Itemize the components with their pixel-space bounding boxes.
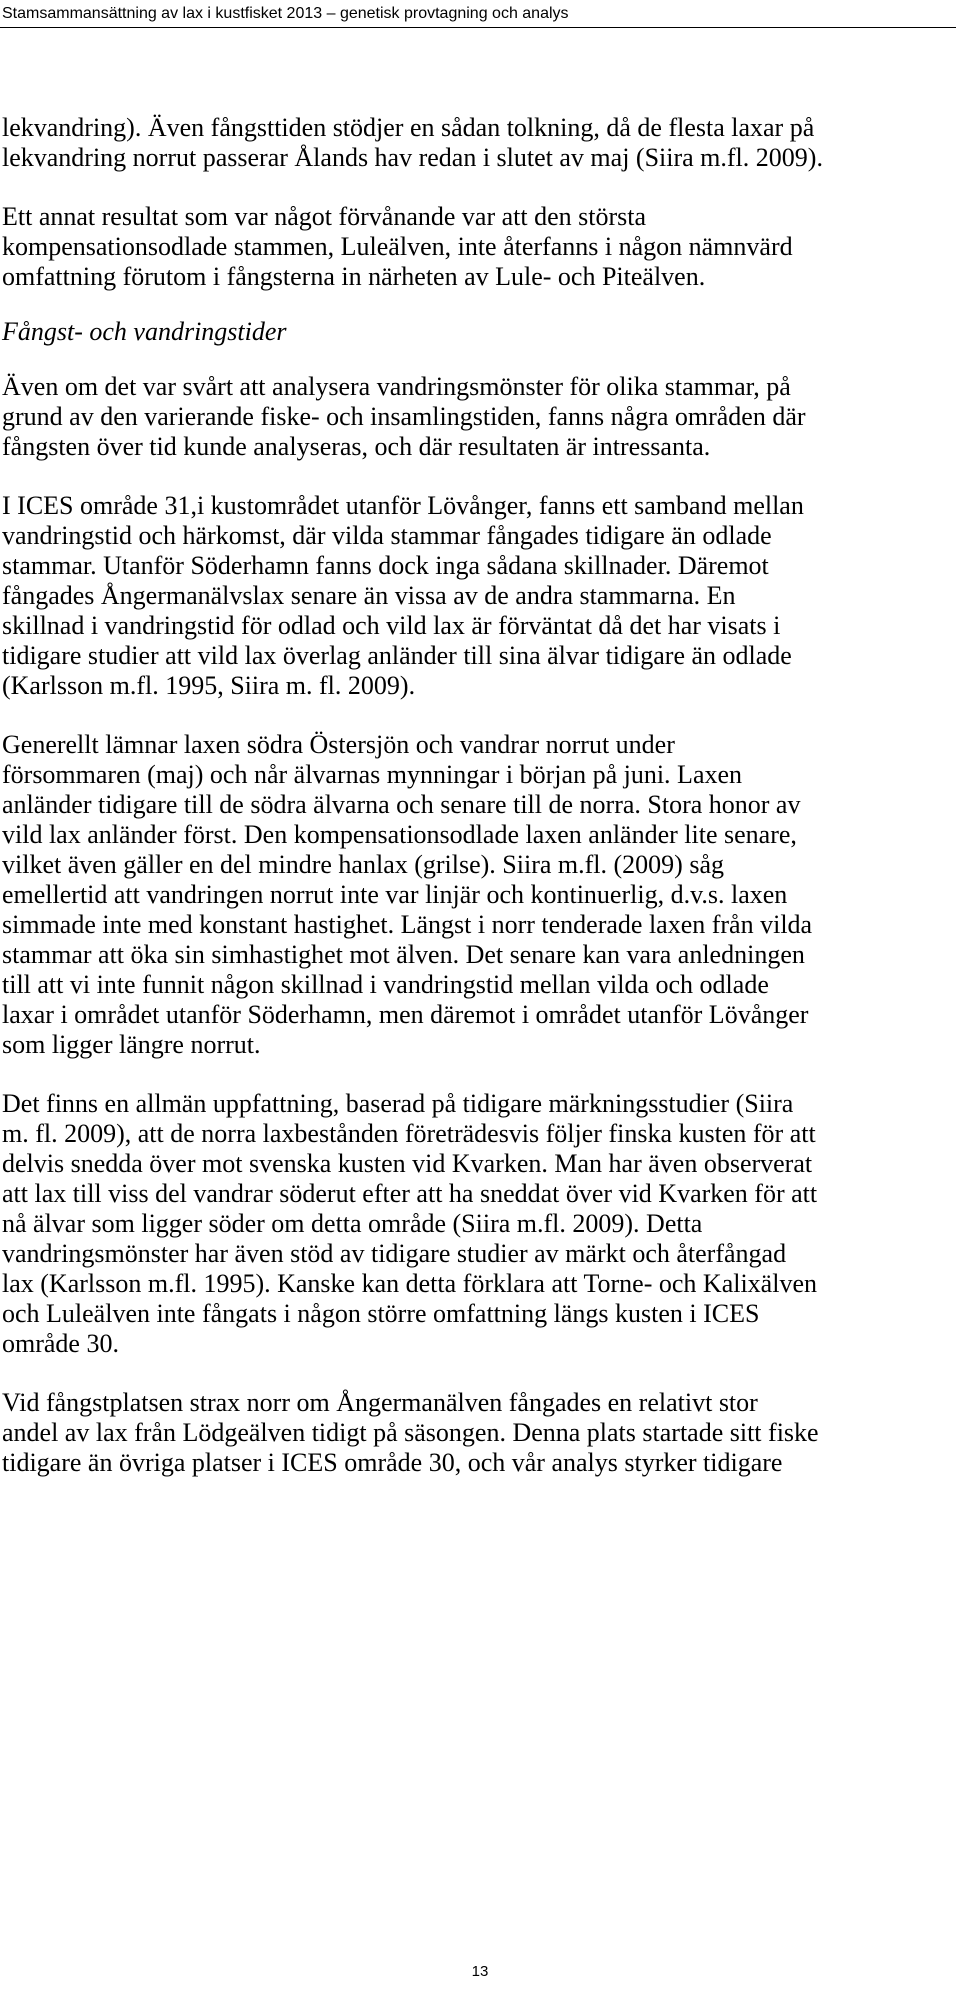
paragraph (2, 202, 958, 292)
text-line: Vid fångstplatsen strax norr om Ångermanälven fångades en relativt stor (2, 1388, 758, 1417)
text-line: tidigare än övriga platser i ICES område 30, och vår analys styrker tidigare (2, 1448, 783, 1477)
text-line: vandringsmönster har även stöd av tidigare studier av märkt och återfångad (2, 1239, 787, 1268)
paragraph (2, 372, 958, 462)
text-line: vandringstid och härkomst, där vilda stammar fångades tidigare än odlade (2, 521, 772, 550)
text-line: stammar att öka sin simhastighet mot älven. Det senare kan vara anledningen (2, 940, 805, 969)
text-line: kompensationsodlade stammen, Luleälven, inte återfanns i någon nämnvärd (2, 232, 793, 261)
text-line: emellertid att vandringen norrut inte var linjär och kontinuerlig, d.v.s. laxen (2, 880, 788, 909)
running-header: Stamsammansättning av lax i kustfisket 2013 – genetisk provtagning och analys (2, 5, 569, 22)
paragraph (2, 1089, 958, 1359)
text-line: lekvandring). Även fångsttiden stödjer en sådan tolkning, då de flesta laxar på (2, 113, 815, 142)
paragraph (2, 113, 958, 173)
text-line: vilket även gäller en del mindre hanlax (grilse). Siira m.fl. (2009) såg (2, 850, 724, 879)
text-line: fångsten över tid kunde analyseras, och där resultaten är intressanta. (2, 432, 711, 461)
text-line: I ICES område 31,i kustområdet utanför Lövånger, fanns ett samband mellan (2, 491, 804, 520)
text-line: Ett annat resultat som var något förvånande var att den största (2, 202, 647, 231)
text-line: lekvandring norrut passerar Ålands hav redan i slutet av maj (Siira m.fl. 2009). (2, 143, 823, 172)
text-line: fångades Ångermanälvslax senare än vissa av de andra stammarna. En (2, 581, 736, 610)
text-line: m. fl. 2009), att de norra laxbestånden företrädesvis följer finska kusten för att (2, 1119, 816, 1148)
paragraph (2, 1388, 958, 1478)
paragraph (2, 730, 958, 1060)
text-line: grund av den varierande fiske- och insamlingstiden, fanns några områden där (2, 402, 806, 431)
text-line: att lax till viss del vandrar söderut efter att ha sneddat över vid Kvarken för att (2, 1179, 818, 1208)
text-line: simmade inte med konstant hastighet. Längst i norr tenderade laxen från vilda (2, 910, 813, 939)
text-line: skillnad i vandringstid för odlad och vild lax är förväntat då det har visats i (2, 611, 781, 640)
text-line: tidigare studier att vild lax överlag anländer till sina älvar tidigare än odlade (2, 641, 792, 670)
section-heading: Fångst- och vandringstider (2, 317, 287, 346)
text-line: Även om det var svårt att analysera vandringsmönster för olika stammar, på (2, 372, 791, 401)
text-line: Det finns en allmän uppfattning, baserad på tidigare märkningsstudier (Siira (2, 1089, 794, 1118)
text-line: lax (Karlsson m.fl. 1995). Kanske kan detta förklara att Torne- och Kalixälven (2, 1269, 817, 1298)
text-line: stammar. Utanför Söderhamn fanns dock inga sådana skillnader. Däremot (2, 551, 769, 580)
text-line: omfattning förutom i fångsterna in närheten av Lule- och Piteälven. (2, 262, 706, 291)
paragraph (2, 491, 958, 701)
text-line: Generellt lämnar laxen södra Östersjön och vandrar norrut under (2, 730, 675, 759)
text-line: (Karlsson m.fl. 1995, Siira m. fl. 2009). (2, 671, 416, 700)
text-line: och Luleälven inte fångats i någon större omfattning längs kusten i ICES (2, 1299, 760, 1328)
header-divider (0, 27, 956, 28)
text-line: område 30. (2, 1329, 119, 1358)
text-line: andel av lax från Lödgeälven tidigt på säsongen. Denna plats startade sitt fiske (2, 1418, 819, 1447)
text-line: delvis snedda över mot svenska kusten vid Kvarken. Man har även observerat (2, 1149, 813, 1178)
text-line: nå älvar som ligger söder om detta område (Siira m.fl. 2009). Detta (2, 1209, 703, 1238)
text-line: anländer tidigare till de södra älvarna och senare till de norra. Stora honor av (2, 790, 801, 819)
page-body (2, 113, 958, 1507)
text-line: som ligger längre norrut. (2, 1030, 261, 1059)
text-line: vild lax anländer först. Den kompensationsodlade laxen anländer lite senare, (2, 820, 797, 849)
text-line: försommaren (maj) och når älvarnas mynningar i början på juni. Laxen (2, 760, 743, 789)
text-line: laxar i området utanför Söderhamn, men däremot i området utanför Lövånger (2, 1000, 809, 1029)
text-line: till att vi inte funnit någon skillnad i vandringstid mellan vilda och odlade (2, 970, 769, 999)
page-number: 13 (471, 1963, 489, 1980)
